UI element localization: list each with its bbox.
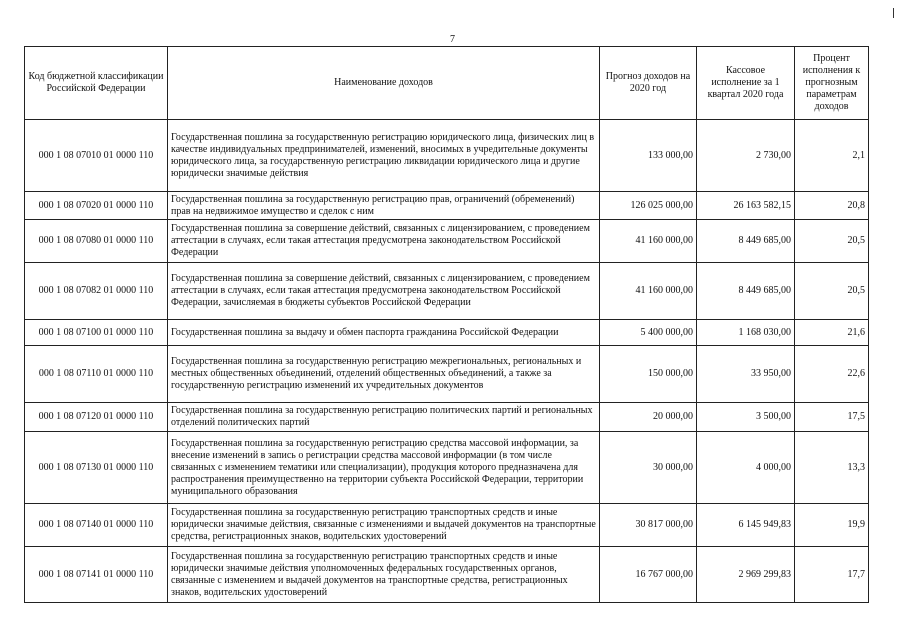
table-body [25, 120, 869, 603]
percent-value: 17,5 [795, 403, 869, 432]
revenue-name: Государственная пошлина за государственную регистрацию транспортных средств и иные юридически значимые действия, связанные с изменениями и выдачей документов на транспортные средства, регистрационных знаков, водительских удостоверений [168, 504, 600, 547]
header-name: Наименование доходов [168, 47, 600, 120]
revenue-name: Государственная пошлина за государственную регистрацию межрегиональных, региональных и местных общественных объединений, отделений общественных объединений, а также за государственную регистрацию изменений их учредительных документов [168, 346, 600, 403]
actual-value: 26 163 582,15 [697, 192, 795, 220]
revenue-name: Государственная пошлина за совершение действий, связанных с лицензированием, с проведением аттестации в случаях, если такая аттестация предусмотрена законодательством Российской Федерации, зачисляемая в бюджеты субъектов Российской Федерации [168, 263, 600, 320]
forecast-value: 126 025 000,00 [600, 192, 697, 220]
table-row [25, 120, 869, 192]
header-code: Код бюджетной классификации Российской Федерации [25, 47, 168, 120]
budget-code: 000 1 08 07020 01 0000 110 [25, 192, 168, 220]
forecast-value: 30 817 000,00 [600, 504, 697, 547]
forecast-value: 20 000,00 [600, 403, 697, 432]
actual-value: 6 145 949,83 [697, 504, 795, 547]
actual-value: 8 449 685,00 [697, 220, 795, 263]
forecast-value: 150 000,00 [600, 346, 697, 403]
table-row [25, 504, 869, 547]
actual-value: 1 168 030,00 [697, 320, 795, 346]
actual-value: 33 950,00 [697, 346, 795, 403]
table-row [25, 192, 869, 220]
table-row [25, 346, 869, 403]
forecast-value: 133 000,00 [600, 120, 697, 192]
actual-value: 8 449 685,00 [697, 263, 795, 320]
budget-code: 000 1 08 07110 01 0000 110 [25, 346, 168, 403]
table-header-row [25, 47, 869, 120]
page-number: 7 [450, 34, 455, 45]
table-row [25, 220, 869, 263]
budget-code: 000 1 08 07120 01 0000 110 [25, 403, 168, 432]
percent-value: 20,5 [795, 220, 869, 263]
forecast-value: 30 000,00 [600, 432, 697, 504]
budget-code: 000 1 08 07010 01 0000 110 [25, 120, 168, 192]
revenue-name: Государственная пошлина за государственную регистрацию политических партий и региональных отделений политических партий [168, 403, 600, 432]
revenue-name: Государственная пошлина за совершение действий, связанных с лицензированием, с проведением аттестации в случаях, если такая аттестация предусмотрена законодательством Российской Федерации [168, 220, 600, 263]
percent-value: 20,8 [795, 192, 869, 220]
percent-value: 13,3 [795, 432, 869, 504]
revenue-name: Государственная пошлина за государственную регистрацию прав, ограничений (обременений) прав на недвижимое имущество и сделок с ним [168, 192, 600, 220]
table-row [25, 432, 869, 504]
forecast-value: 41 160 000,00 [600, 263, 697, 320]
header-actual: Кассовое исполнение за 1 квартал 2020 года [697, 47, 795, 120]
forecast-value: 16 767 000,00 [600, 547, 697, 603]
budget-code: 000 1 08 07082 01 0000 110 [25, 263, 168, 320]
percent-value: 22,6 [795, 346, 869, 403]
table-row [25, 547, 869, 603]
actual-value: 2 969 299,83 [697, 547, 795, 603]
percent-value: 19,9 [795, 504, 869, 547]
budget-code: 000 1 08 07130 01 0000 110 [25, 432, 168, 504]
percent-value: 17,7 [795, 547, 869, 603]
forecast-value: 5 400 000,00 [600, 320, 697, 346]
actual-value: 2 730,00 [697, 120, 795, 192]
percent-value: 20,5 [795, 263, 869, 320]
percent-value: 2,1 [795, 120, 869, 192]
header-percent: Процент исполнения к прогнозным параметрам доходов [795, 47, 869, 120]
forecast-value: 41 160 000,00 [600, 220, 697, 263]
table-row [25, 263, 869, 320]
actual-value: 3 500,00 [697, 403, 795, 432]
percent-value: 21,6 [795, 320, 869, 346]
budget-code: 000 1 08 07100 01 0000 110 [25, 320, 168, 346]
table-row [25, 403, 869, 432]
revenue-name: Государственная пошлина за государственную регистрацию средства массовой информации, за внесение изменений в запись о регистрации средства массовой информации (в том числе связанных с изменением тематики или специализации), продукция которого предназначена для распространения преимущественно на территории субъекта Российской Федерации, территории муниципального образования [168, 432, 600, 504]
revenue-name: Государственная пошлина за государственную регистрацию транспортных средств и иные юридически значимые действия уполномоченных федеральных государственных органов, связанные с изменением и выдачей документов на транспортные средства, регистрационных знаков, водительских удостоверений [168, 547, 600, 603]
edge-mark [893, 8, 894, 18]
revenue-name: Государственная пошлина за выдачу и обмен паспорта гражданина Российской Федерации [168, 320, 600, 346]
revenue-name: Государственная пошлина за государственную регистрацию юридического лица, физических лиц в качестве индивидуальных предпринимателей, изменений, вносимых в учредительные документы юридического лица, за государственную регистрацию ликвидации юридического лица и другие юридически значимые действия [168, 120, 600, 192]
budget-code: 000 1 08 07080 01 0000 110 [25, 220, 168, 263]
actual-value: 4 000,00 [697, 432, 795, 504]
budget-code: 000 1 08 07140 01 0000 110 [25, 504, 168, 547]
revenue-table [24, 46, 869, 603]
header-forecast: Прогноз доходов на 2020 год [600, 47, 697, 120]
table-row [25, 320, 869, 346]
budget-code: 000 1 08 07141 01 0000 110 [25, 547, 168, 603]
